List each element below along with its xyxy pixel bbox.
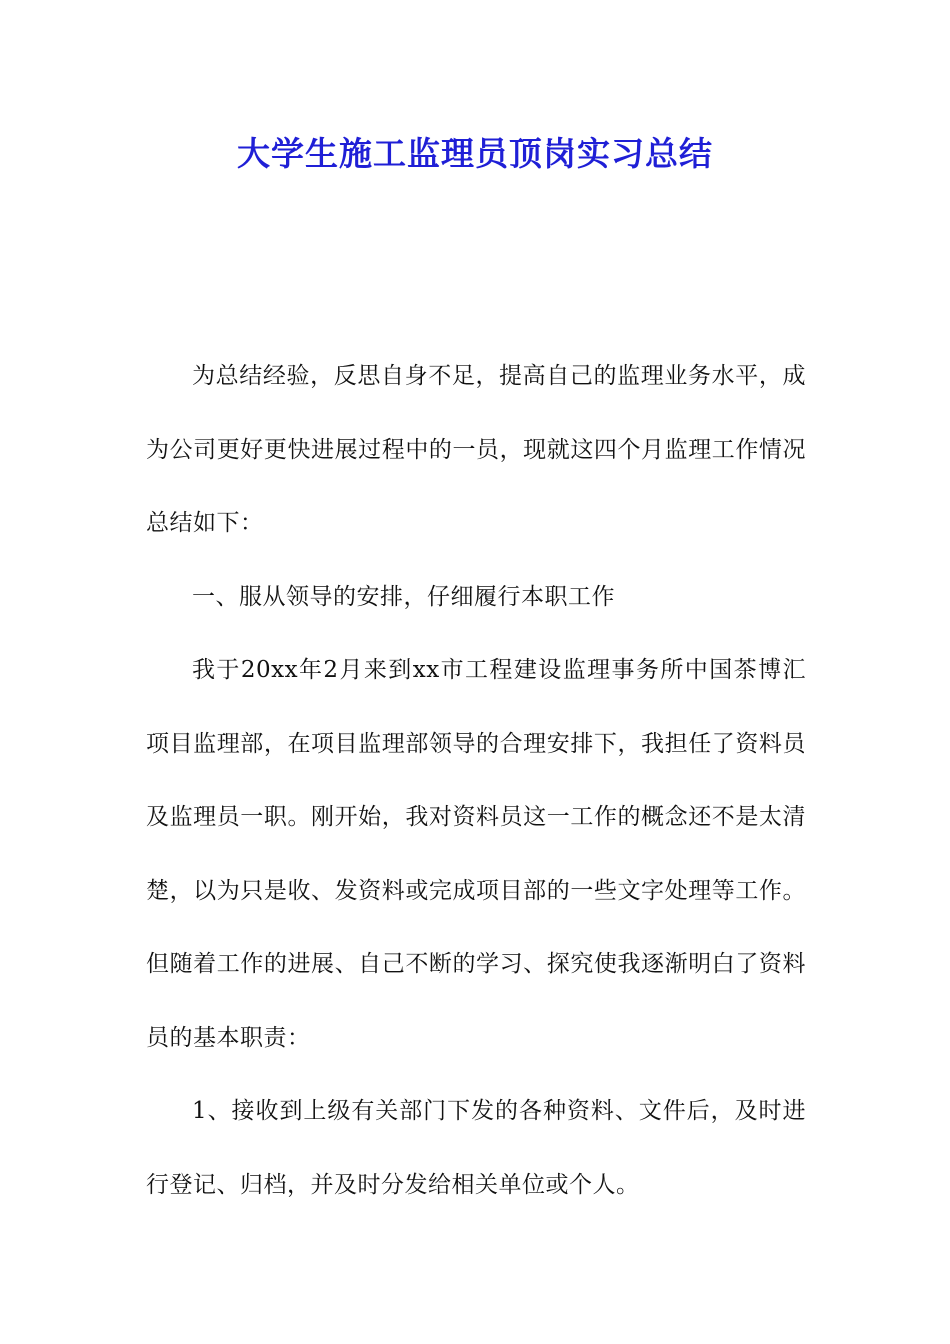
document-body bbox=[146, 340, 806, 1222]
paragraph-intro: 为总结经验，反思自身不足，提高自己的监理业务水平，成为公司更好更快进展过程中的一员，现就这四个月监理工作情况总结如下： bbox=[146, 363, 806, 536]
paragraph-duties: 我于20xx年2月来到xx市工程建设监理事务所中国茶博汇项目监理部，在项目监理部领导的合理安排下，我担任了资料员及监理员一职。刚开始，我对资料员这一工作的概念还不是太清楚，以为只是收、发资料或完成项目部的一些文字处理等工作。但随着工作的进展、自己不断的学习、探究使我逐渐明白了资料员的基本职责： bbox=[146, 657, 806, 1051]
section-heading-1: 一、服从领导的安排，仔细履行本职工作 bbox=[192, 583, 615, 610]
document-title: 大学生施工监理员顶岗实习总结 bbox=[237, 134, 713, 173]
list-item-1: 1、接收到上级有关部门下发的各种资料、文件后，及时进行登记、归档，并及时分发给相关单位或个人。 bbox=[146, 1098, 806, 1198]
